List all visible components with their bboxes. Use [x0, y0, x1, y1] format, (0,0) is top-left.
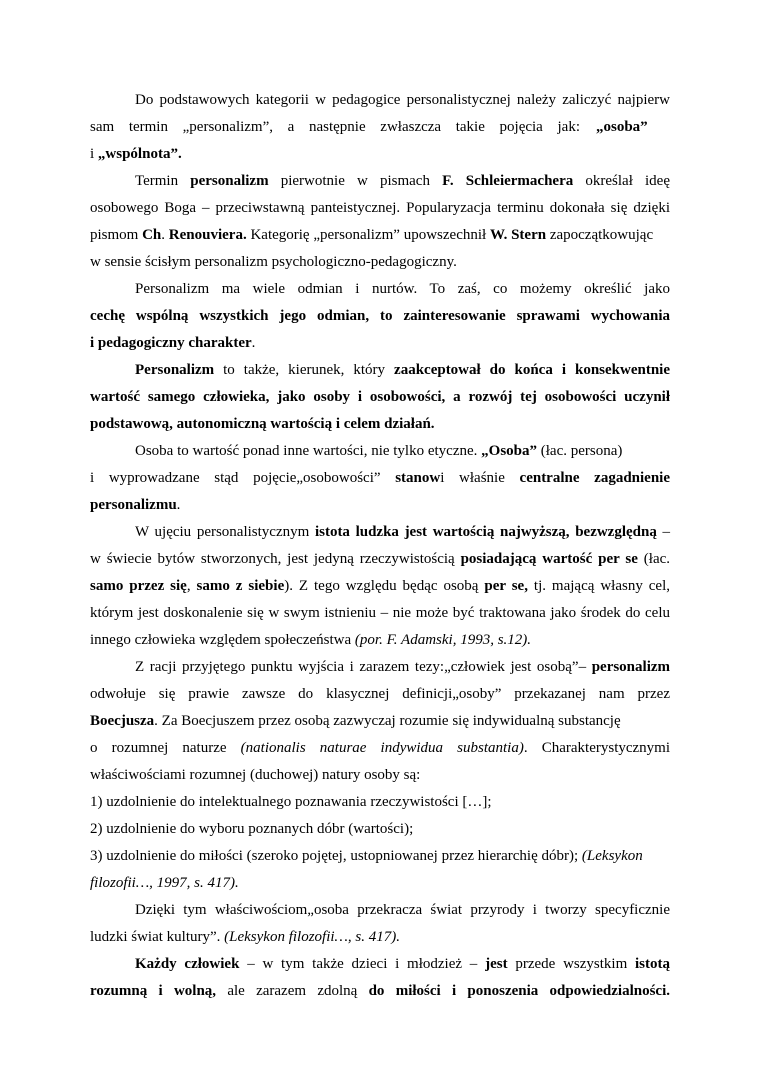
text-line: właściwościami rozumnej (duchowej) natury osoby są: [90, 767, 421, 783]
text-line: podstawową, autonomiczną wartością i celem działań. [90, 416, 435, 432]
text-line: w świecie bytów stworzonych, jest jedyną rzeczywistością posiadającą wartość per se (łac. [90, 551, 671, 567]
list-item: 3) uzdolnienie do miłości (szeroko pojętej, ustopniowanej przez hierarchię dóbr); (Leksykon [90, 848, 643, 864]
text-line: Personalizm to także, kierunek, który zaakceptował do końca i konsekwentnie [135, 362, 670, 378]
text-line: ludzki świat kultury”. (Leksykon filozofii…, s. 417). [90, 929, 400, 945]
text-line: personalizmu. [90, 497, 181, 513]
text-line: Z racji przyjętego punktu wyjścia i zarazem tezy:„człowiek jest osobą”– personalizm [135, 659, 671, 675]
text-line: Każdy człowiek – w tym także dzieci i młodzież – jest przede wszystkim istotą [135, 956, 671, 972]
text-line: Personalizm ma wiele odmian i nurtów. To zaś, co możemy określić jako [135, 281, 670, 297]
text-line: i pedagogiczny charakter. [90, 335, 256, 351]
text-line: innego człowieka względem społeczeństwa (por. F. Adamski, 1993, s.12). [90, 632, 532, 648]
text-line: W ujęciu personalistycznym istota ludzka jest wartością najwyższą, bezwzględną – [135, 524, 670, 540]
text-line: Do podstawowych kategorii w pedagogice personalistycznej należy zaliczyć najpierw [135, 92, 670, 108]
text-line: Dzięki tym właściwościom„osoba przekracza świat przyrody i tworzy specyficznie [135, 902, 670, 918]
text-line: o rozumnej naturze (nationalis naturae indywidua substantia). Charakterystycznymi [90, 740, 671, 756]
list-item: 1) uzdolnienie do intelektualnego poznawania rzeczywistości […]; [90, 794, 492, 810]
text-line: samo przez się, samo z siebie). Z tego względu będąc osobą per se, tj. mającą własny cel, [90, 578, 670, 594]
list-item: 2) uzdolnienie do wyboru poznanych dóbr (wartości); [90, 821, 414, 837]
text-line: w sensie ścisłym personalizm psychologiczno-pedagogiczny. [90, 254, 457, 270]
text-line: którym jest doskonalenie się w swym istnieniu – nie może być traktowana jako środek do celu [90, 605, 670, 621]
text-line: osobowego Boga – przeciwstawną panteistycznej. Popularyzacja terminu dokonała się dzięki [90, 200, 670, 216]
list-item: filozofii…, 1997, s. 417). [90, 875, 239, 891]
text-line: pismom Ch. Renouviera. Kategorię „personalizm” upowszechnił W. Stern zapoczątkowując [90, 227, 654, 243]
text-line: i „wspólnota”. [90, 146, 182, 162]
text-line: i wyprowadzane stąd pojęcie„osobowości” stanowi właśnie centralne zagadnienie [90, 470, 670, 486]
text-line: rozumną i wolną, ale zarazem zdolną do miłości i ponoszenia odpowiedzialności. [90, 983, 670, 999]
text-line: Boecjusza. Za Boecjuszem przez osobą zazwyczaj rozumie się indywidualną substancję [90, 713, 621, 729]
text-line: Osoba to wartość ponad inne wartości, nie tylko etyczne. „Osoba” (łac. persona) [135, 443, 623, 459]
text-line: odwołuje się prawie zawsze do klasycznej definicji„osoby” przekazanej nam przez [90, 686, 670, 702]
text-line: cechę wspólną wszystkich jego odmian, to zainteresowanie sprawami wychowania [90, 308, 670, 324]
text-line: wartość samego człowieka, jako osoby i osobowości, a rozwój tej osobowości uczynił [90, 389, 670, 405]
text-line: sam termin „personalizm”, a następnie zwłaszcza takie pojęcia jak: „osoba” [90, 119, 648, 135]
text-line: Termin personalizm pierwotnie w pismach F. Schleiermachera określał ideę [135, 173, 670, 189]
